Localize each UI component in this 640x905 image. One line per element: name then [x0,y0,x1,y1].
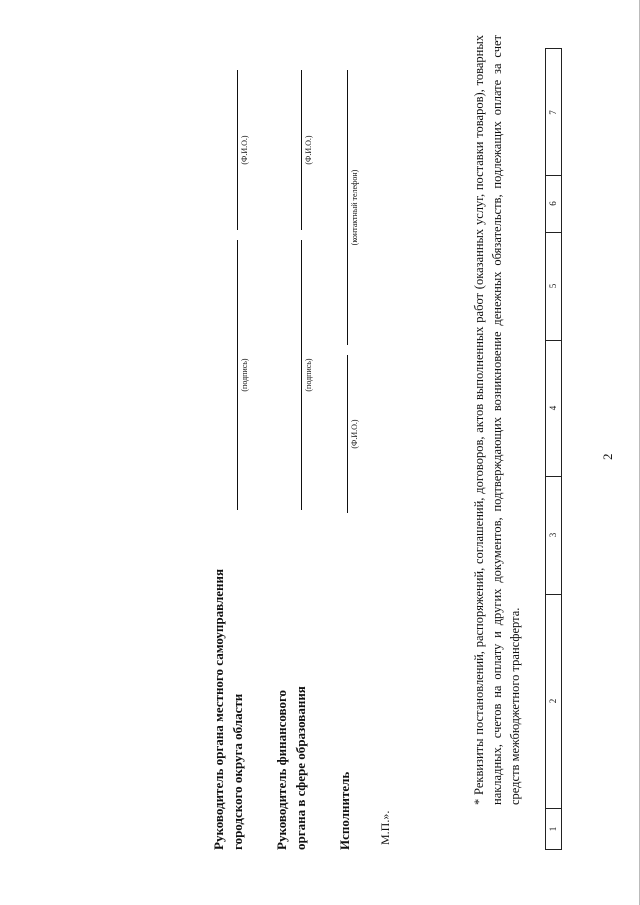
page-number: 2 [600,453,615,460]
name-line-1 [237,70,238,230]
signature-title-2-line2: органа в сфере образования [293,686,308,850]
signature-caption-2: (подпись) [304,358,313,392]
executor-name-caption: (Ф.И.О.) [350,419,359,449]
executor-phone-caption: (контактный телефон) [350,169,359,246]
signature-title-2 [272,520,310,850]
table-cell-6: 6 [546,175,561,233]
column-number-table [545,48,562,850]
executor-name-line [347,355,348,513]
signature-caption-1: (подпись) [240,358,249,392]
table-cell-3: 3 [546,476,561,595]
signature-line-2 [301,240,302,510]
table-cell-5: 5 [546,232,561,341]
signature-title-1-line1: Руководитель органа местного самоуправления [211,568,226,850]
signature-title-1 [209,520,247,850]
signature-title-2-line1: Руководитель финансового [274,689,289,850]
executor-phone-line [347,70,348,345]
executor-title: Исполнитель [337,771,352,850]
footnote: * Реквизиты постановлений, распоряжений, соглашений, договоров, актов выполненных работ (оказанных услуг, поставки товаров), товарных накладных, счетов на оплату и других документов, подтверждающих возникновение денежных обязательств, подлежащих оплате за счет средств межбюджетного трансферта. [472,35,522,805]
name-caption-2: (Ф.И.О.) [304,135,313,165]
stamp-label: М.П.». [378,810,392,845]
table-cell-1: 1 [548,826,558,832]
table-cell-2: 2 [546,594,561,809]
signature-line-1 [237,240,238,510]
table-cell-7: 7 [546,50,561,176]
signature-title-1-line2: городского округа области [230,693,245,850]
table-cell-4: 4 [546,340,561,477]
name-line-2 [301,70,302,230]
name-caption-1: (Ф.И.О.) [240,135,249,165]
